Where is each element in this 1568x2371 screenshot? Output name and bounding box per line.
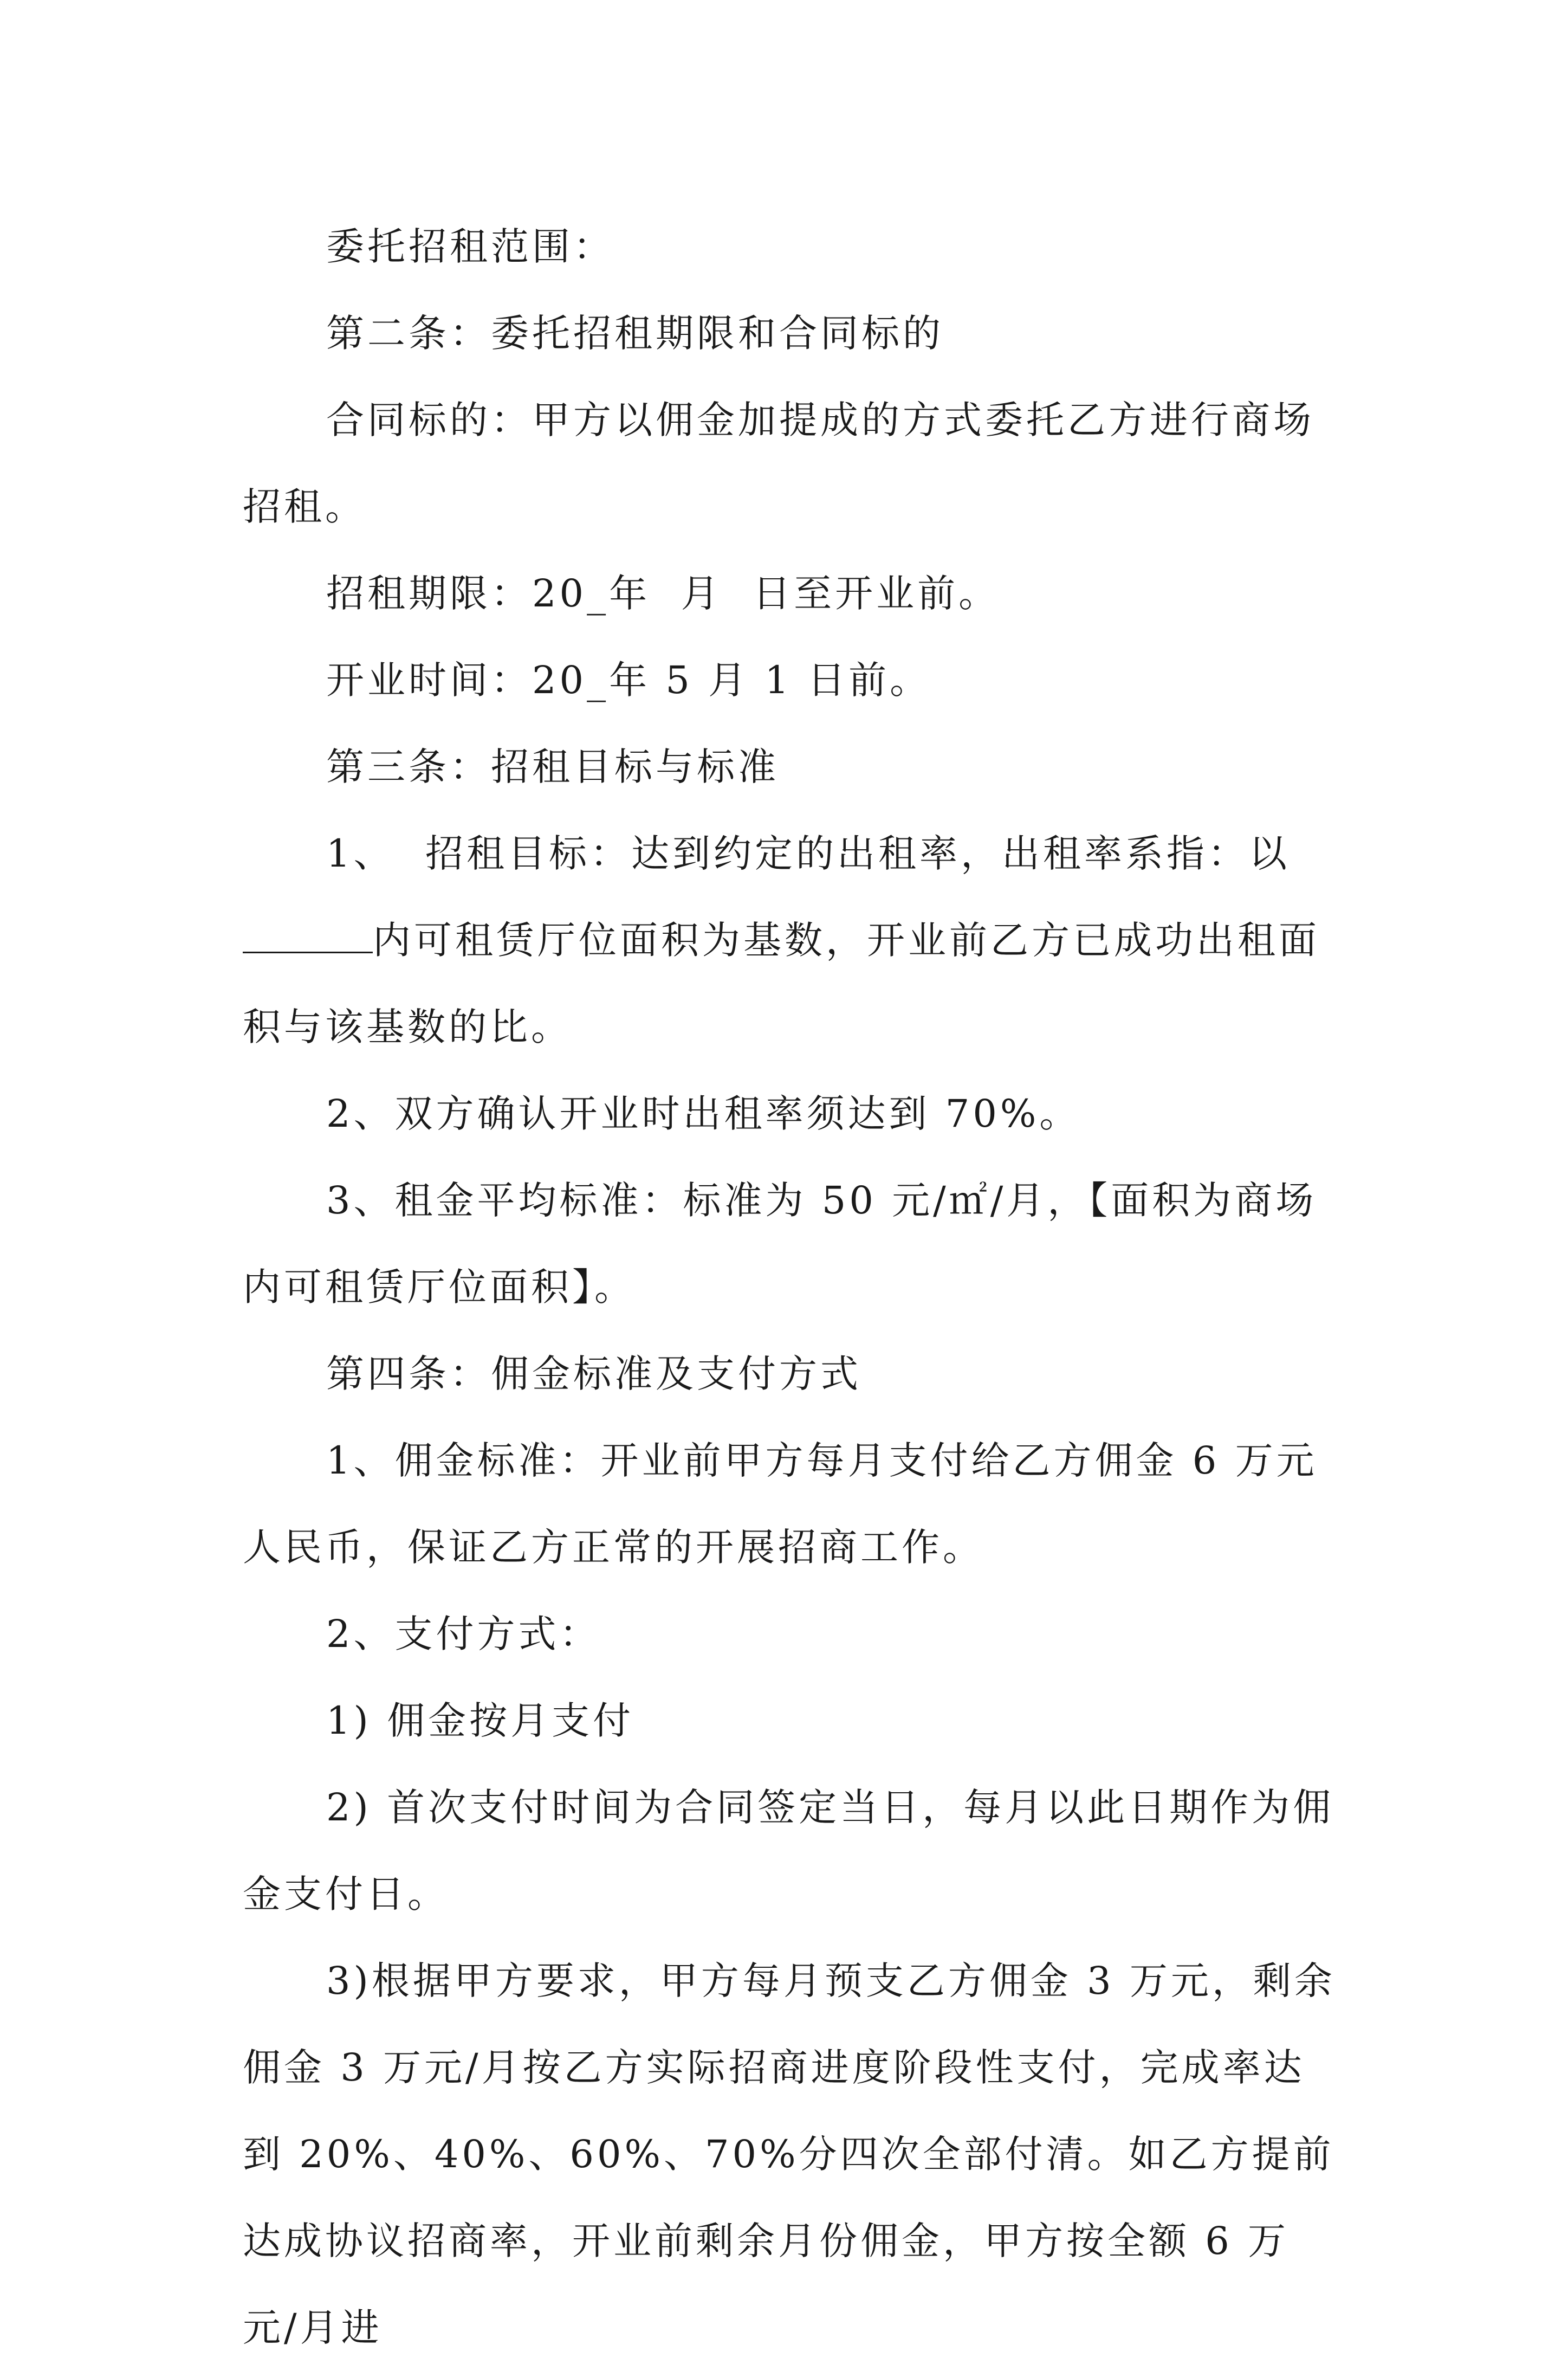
paragraph-contract-subject: 合同标的：甲方以佣金加提成的方式委托乙方进行商场招租。 bbox=[243, 398, 1314, 529]
paragraph-occupancy-rate: 2、双方确认开业时出租率须达到 70%。 bbox=[326, 1091, 1081, 1136]
fill-in-blank bbox=[243, 919, 373, 953]
paragraph-leasing-target-continued bbox=[243, 897, 1337, 1070]
paragraph-leasing-period: 招租期限：20_年 月 日至开业前。 bbox=[326, 571, 1000, 616]
paragraph-leasing-target-text: 内可租赁厅位面积为基数，开业前乙方已成功出租面积与该基数的比。 bbox=[243, 918, 1320, 1049]
heading-article-3: 第三条：招租目标与标准 bbox=[326, 745, 779, 789]
paragraph-opening-time: 开业时间：20_年 5 月 1 日前。 bbox=[326, 658, 931, 702]
heading-article-2: 第二条：委托招租期限和合同标的 bbox=[326, 311, 944, 356]
document-body bbox=[243, 203, 1337, 2371]
heading-article-4: 第四条：佣金标准及支付方式 bbox=[326, 1352, 861, 1396]
paragraph-rent-standard: 3、租金平均标准：标准为 50 元/㎡/月，【面积为商场内可租赁厅位面积】。 bbox=[243, 1178, 1317, 1309]
paragraph-payment-schedule: 3)根据甲方要求，甲方每月预支乙方佣金 3 万元，剩余佣金 3 万元/月按乙方实际招商进度阶段性支付，完成率达到 20%、40%、60%、70%分四次全部付清。如乙方提前达成协议招商率，开业前剩余月份佣金，甲方按全额 6 万元/月进 bbox=[243, 1959, 1336, 2350]
paragraph-leasing-target: 1、 招租目标：达到约定的出租率，出租率系指：以 bbox=[326, 831, 1291, 876]
paragraph-first-payment: 2) 首次支付时间为合同签定当日，每月以此日期作为佣金支付日。 bbox=[243, 1785, 1334, 1916]
paragraph-commission-standard: 1、佣金标准：开业前甲方每月支付给乙方佣金 6 万元人民币，保证乙方正常的开展招商工作。 bbox=[243, 1438, 1318, 1569]
paragraph-payment-method: 2、支付方式： bbox=[326, 1612, 601, 1656]
paragraph-monthly-payment: 1) 佣金按月支付 bbox=[326, 1698, 634, 1743]
paragraph-scope: 委托招租范围： bbox=[326, 224, 614, 269]
